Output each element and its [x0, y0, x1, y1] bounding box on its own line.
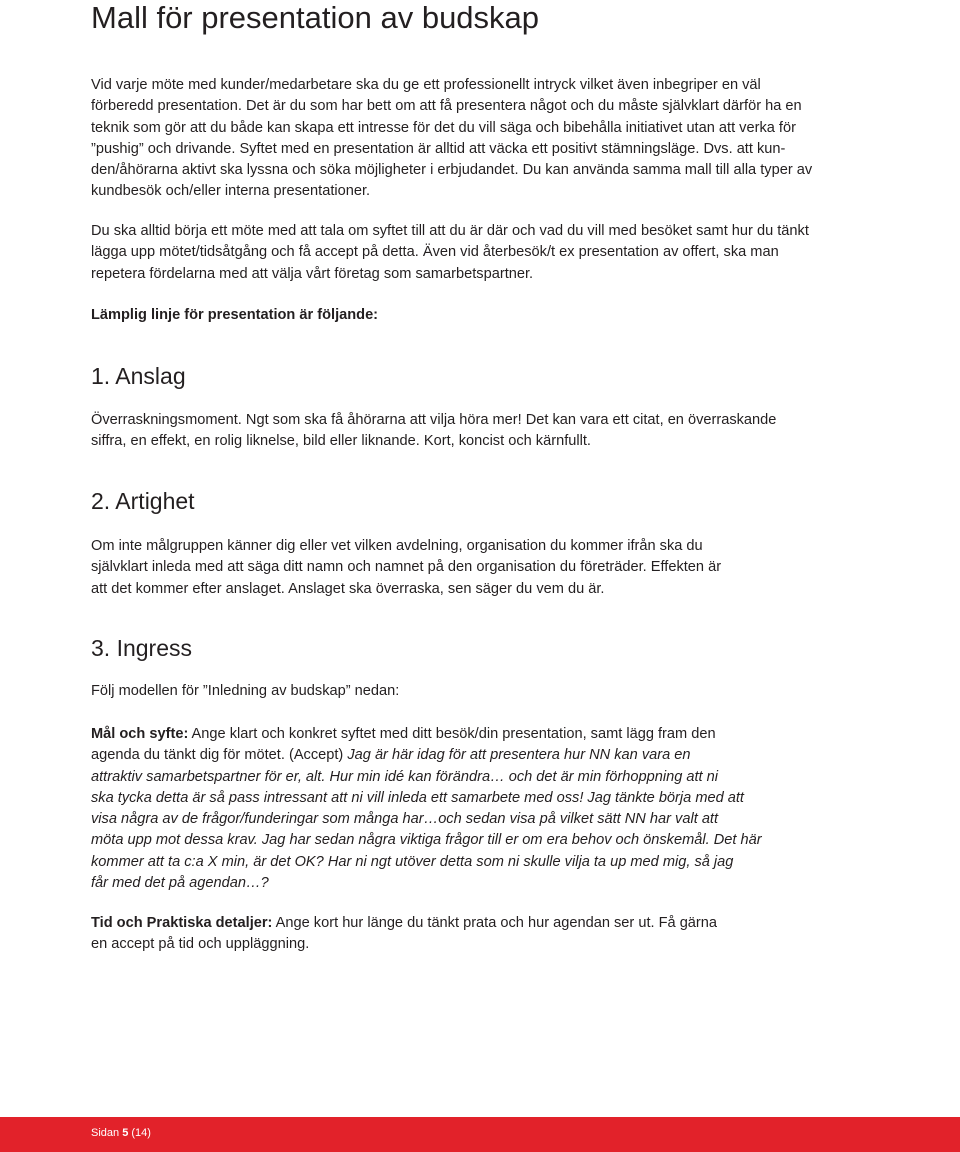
goal-label: Mål och syfte:: [91, 726, 189, 742]
section-paragraph-ingress: [91, 681, 399, 702]
section-line: Om inte målgruppen känner dig eller vet vilken avdelning, organisation du kommer ifrån ska du: [91, 538, 703, 554]
goal-example-line: får med det på agendan…?: [91, 875, 269, 892]
footer-bar: [0, 1117, 960, 1152]
page-title: Mall för presentation av budskap: [91, 0, 540, 35]
section-heading-anslag: 1. Anslag: [91, 363, 186, 389]
page-number-current: 5: [122, 1127, 129, 1139]
time-text: Ange kort hur länge du tänkt prata och hur agendan ser ut. Få gärna: [272, 915, 718, 931]
intro-line: Vid varje möte med kunder/medarbetare ska du ge ett professionellt intryck vilket även inbegriper en väl: [91, 77, 761, 93]
opening-line: repetera fördelarna med att välja vårt företag som samarbetspartner.: [91, 265, 534, 282]
section-paragraph-artighet: [91, 536, 721, 600]
goal-example-line: attraktiv samarbetspartner för er, alt. Hur min idé kan förändra… och det är min förhoppning att ni: [91, 768, 719, 785]
page-number-prefix: Sidan: [91, 1127, 123, 1139]
intro-line: teknik som gör att du både kan skapa ett intresse för det du vill säga och bibehålla initiativet utan att verka för: [91, 119, 796, 136]
section-heading-ingress: 3. Ingress: [91, 635, 192, 661]
page-number-total: (14): [128, 1127, 151, 1139]
goal-text: Ange klart och konkret syftet med ditt besök/din presentation, samt lägg fram den: [188, 726, 716, 742]
section-line: att det kommer efter anslaget. Anslaget ska överraska, sen säger du vem du är.: [91, 580, 605, 597]
opening-line: Du ska alltid börja ett möte med att tala om syftet till att du är där och vad du vill med besöket samt hur du tänkt: [91, 223, 809, 239]
goal-line: [91, 745, 762, 766]
goal-paragraph: [91, 724, 762, 894]
goal-example-line: ska tycka detta är så pass intressant att ni vill inleda ett samarbete med oss! Jag tänkte börja med att: [91, 789, 744, 806]
page-number: [91, 1126, 151, 1140]
section-line: självklart inleda med att säga ditt namn och namnet på den organisation du företräder. Effekten är: [91, 559, 722, 576]
time-line: en accept på tid och uppläggning.: [91, 936, 310, 953]
goal-example-line: visa några av de frågor/funderingar som många har…och sedan visa på vilket sätt NN har valt att: [91, 811, 719, 828]
opening-paragraph: [91, 221, 809, 285]
goal-example-line: kommer att ta c:a X min, är det OK? Har ni ngt utöver detta som ni skulle vilja ta up med mig, så jag: [91, 853, 734, 870]
time-line: [91, 913, 717, 934]
intro-line: ”pushig” och drivande. Syftet med en presentation är alltid att väcka ett positivt stämningsläge. Dvs. att kun-: [91, 140, 786, 157]
time-label: Tid och Praktiska detaljer:: [91, 915, 273, 931]
section-line: Följ modellen för ”Inledning av budskap” nedan:: [91, 683, 400, 699]
intro-line: kundbesök och/eller interna presentationer.: [91, 183, 371, 200]
intro-line: den/åhörarna aktivt ska lyssna och söka möjligheter i erbjudandet. Du kan använda samma mall till alla typer av: [91, 162, 813, 179]
section-paragraph-anslag: [91, 410, 776, 453]
goal-text: agenda du tänkt dig för mötet. (Accept): [91, 747, 348, 764]
section-line: Överraskningsmoment. Ngt som ska få åhörarna att vilja höra mer! Det kan vara ett citat, en överraskande: [91, 412, 777, 428]
section-heading-artighet: 2. Artighet: [91, 488, 195, 514]
intro-line: förberedd presentation. Det är du som har bett om att få presentera något och du måste självklart därför ha en: [91, 98, 802, 115]
section-line: siffra, en effekt, en rolig liknelse, bild eller liknande. Kort, koncist och kärnfullt.: [91, 433, 591, 450]
opening-line: lägga upp mötet/tidsåtgång och få accept på detta. Även vid återbesök/t ex presentation av offert, ska man: [91, 244, 779, 261]
intro-paragraph: [91, 75, 812, 203]
goal-example-line: möta upp mot dessa krav. Jag har sedan några viktiga frågor till er om era behov och önskemål. Det här: [91, 832, 762, 849]
goal-line: [91, 724, 762, 745]
goal-example-text: Jag är här idag för att presentera hur NN kan vara en: [347, 747, 691, 764]
time-paragraph: [91, 913, 717, 956]
lead-in-heading: Lämplig linje för presentation är följande:: [91, 307, 379, 323]
